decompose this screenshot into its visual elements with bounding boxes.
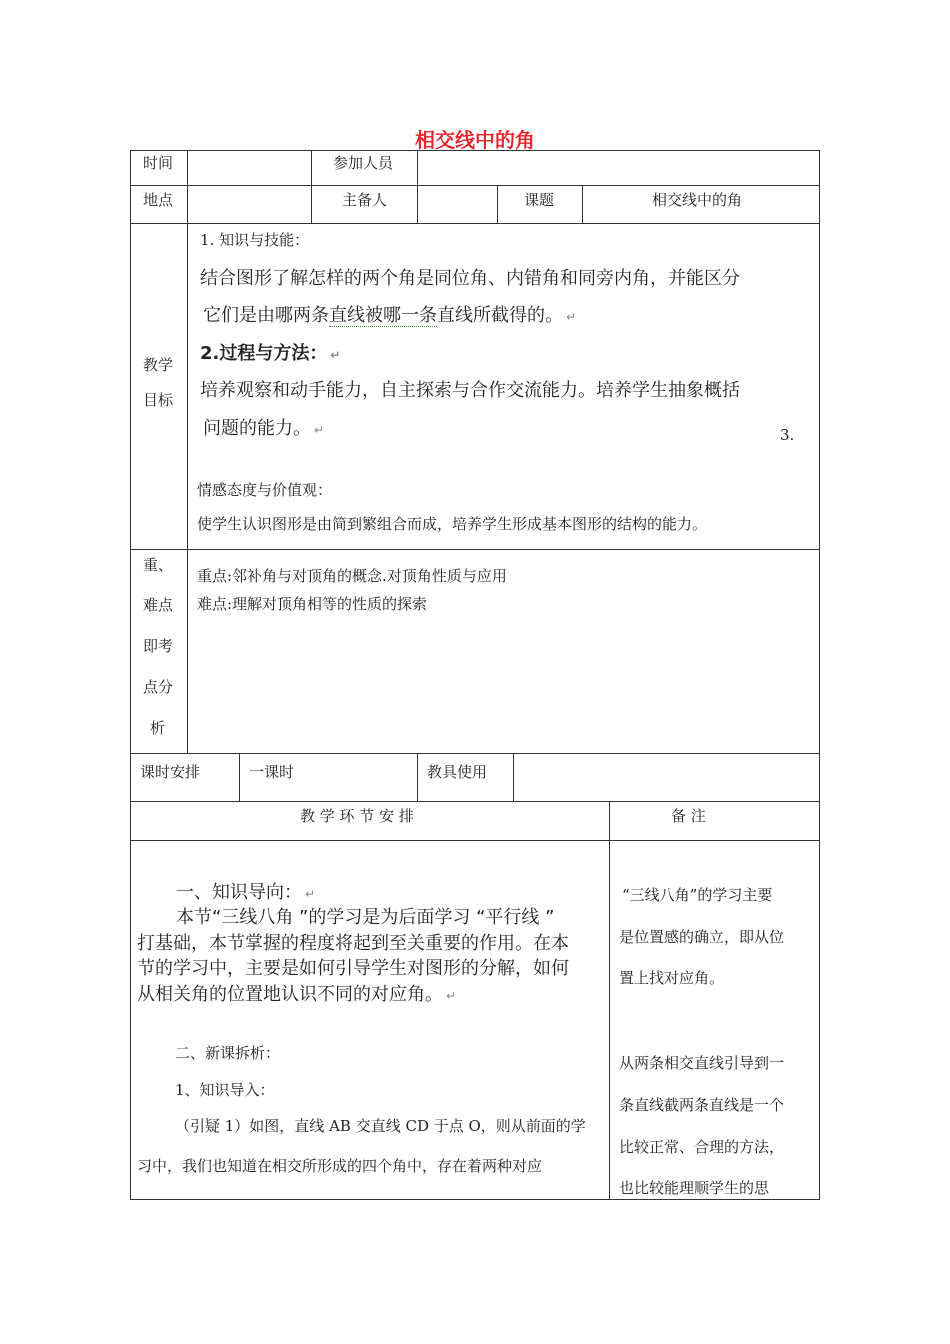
note-line: 是位置感的确立，即从位 — [619, 928, 785, 946]
participants-label: 参加人员 — [333, 154, 394, 172]
column-divider — [513, 753, 514, 801]
column-divider — [582, 185, 583, 223]
part2-paragraph-line1: （引疑 1）如图，直线 AB 交直线 CD 于点 O，则从前面的学 — [175, 1117, 586, 1135]
note-line: 条直线截两条直线是一个 — [619, 1096, 785, 1114]
row-divider — [130, 801, 820, 802]
part1-line: 本节“三线八角 ”的学习是为后面学习 “平行线 ” — [176, 907, 555, 928]
row-divider — [130, 753, 820, 754]
column-divider — [239, 753, 240, 801]
part1-line — [137, 980, 456, 1006]
paragraph-mark: ↵ — [330, 348, 341, 362]
goal-1-line2-part-a: 它们是由哪两条 — [203, 305, 329, 326]
goal-3-line: 使学生认识图形是由简到繁组合而成，培养学生形成基本图形的结构的能力。 — [197, 515, 708, 533]
column-divider — [497, 185, 498, 223]
goal-3-heading: 情感态度与价值观： — [197, 481, 333, 499]
row-divider — [130, 549, 820, 550]
part1-line: 打基础，本节掌握的程度将起到至关重要的作用。在本 — [137, 933, 569, 954]
goal-2-heading-text: 2.过程与方法： — [200, 343, 328, 364]
difficulty-point: 难点:理解对顶角相等的性质的探索 — [197, 595, 428, 613]
part2-heading: 二、新课拆析： — [175, 1044, 281, 1062]
note-line: 从两条相交直线引导到一 — [619, 1054, 785, 1072]
keypoints-label-line: 析 — [150, 719, 166, 737]
topic-label: 课题 — [524, 191, 555, 209]
keypoints-label-line: 难点 — [143, 596, 174, 614]
row-divider — [130, 185, 820, 186]
goal-1-line2 — [203, 301, 576, 327]
column-divider — [609, 801, 610, 1200]
keypoints-label-line: 重、 — [143, 556, 174, 574]
column-divider — [187, 150, 188, 549]
focus-point: 重点:邻补角与对顶角的概念.对顶角性质与应用 — [197, 567, 507, 585]
hours-value: 一课时 — [249, 763, 295, 781]
tools-label: 教具使用 — [427, 763, 488, 781]
row-divider — [130, 840, 820, 841]
note-line: 置上找对应角。 — [619, 969, 725, 987]
topic-value: 相交线中的角 — [652, 191, 743, 209]
goal-1-line2-part-c: 直线所截得的。 — [437, 305, 563, 326]
goal-1-line1: 结合图形了解怎样的两个角是同位角、内错角和同旁内角，并能区分 — [200, 268, 740, 289]
column-divider — [311, 150, 312, 223]
goal-2-heading — [200, 339, 340, 365]
document-title: 相交线中的角 — [415, 128, 535, 152]
goals-label-line1: 教学 — [143, 356, 174, 374]
part1-heading-text: 一、知识导向： — [176, 882, 302, 903]
keypoints-label-line: 即考 — [143, 637, 174, 655]
goal-2-line2-text: 问题的能力。 — [203, 418, 311, 439]
keypoints-label-line: 点分 — [143, 678, 174, 696]
goal-2-line2 — [203, 414, 324, 440]
goal-3-number: 3. — [780, 426, 795, 444]
time-label: 时间 — [143, 154, 174, 172]
note-line: 比较正常、合理的方法， — [619, 1138, 785, 1156]
place-label: 地点 — [143, 191, 174, 209]
paragraph-mark: ↵ — [566, 310, 577, 324]
column-divider — [187, 549, 188, 753]
paragraph-mark: ↵ — [314, 423, 325, 437]
paragraph-mark: ↵ — [446, 989, 457, 1003]
column-divider — [417, 753, 418, 801]
part1-line: 节的学习中，主要是如何引导学生对图形的分解，如何 — [137, 958, 569, 979]
part2-subheading: 1、知识导入： — [175, 1081, 275, 1099]
goal-2-line1: 培养观察和动手能力，自主探索与合作交流能力。培养学生抽象概括 — [200, 380, 740, 401]
paragraph-mark: ↵ — [305, 887, 316, 901]
part1-line-text: 从相关角的位置地认识不同的对应角。 — [137, 984, 443, 1005]
note-line: “三线八角”的学习主要 — [622, 886, 773, 904]
goals-label-line2: 目标 — [143, 391, 174, 409]
hours-label: 课时安排 — [140, 763, 201, 781]
part1-heading — [176, 878, 315, 904]
teaching-section-header: 教 学 环 节 安 排 — [300, 807, 414, 825]
row-divider — [130, 223, 820, 224]
note-line: 也比较能理顺学生的思 — [619, 1179, 770, 1197]
column-divider — [417, 150, 418, 223]
notes-section-header: 备 注 — [671, 807, 706, 825]
goal-1-line2-part-b: 直线被哪一条 — [329, 305, 437, 326]
part2-paragraph-line2: 习中，我们也知道在相交所形成的四个角中，存在着两种对应 — [137, 1157, 543, 1175]
preparer-label: 主备人 — [342, 191, 388, 209]
goal-1-heading: 1. 知识与技能： — [200, 231, 310, 249]
